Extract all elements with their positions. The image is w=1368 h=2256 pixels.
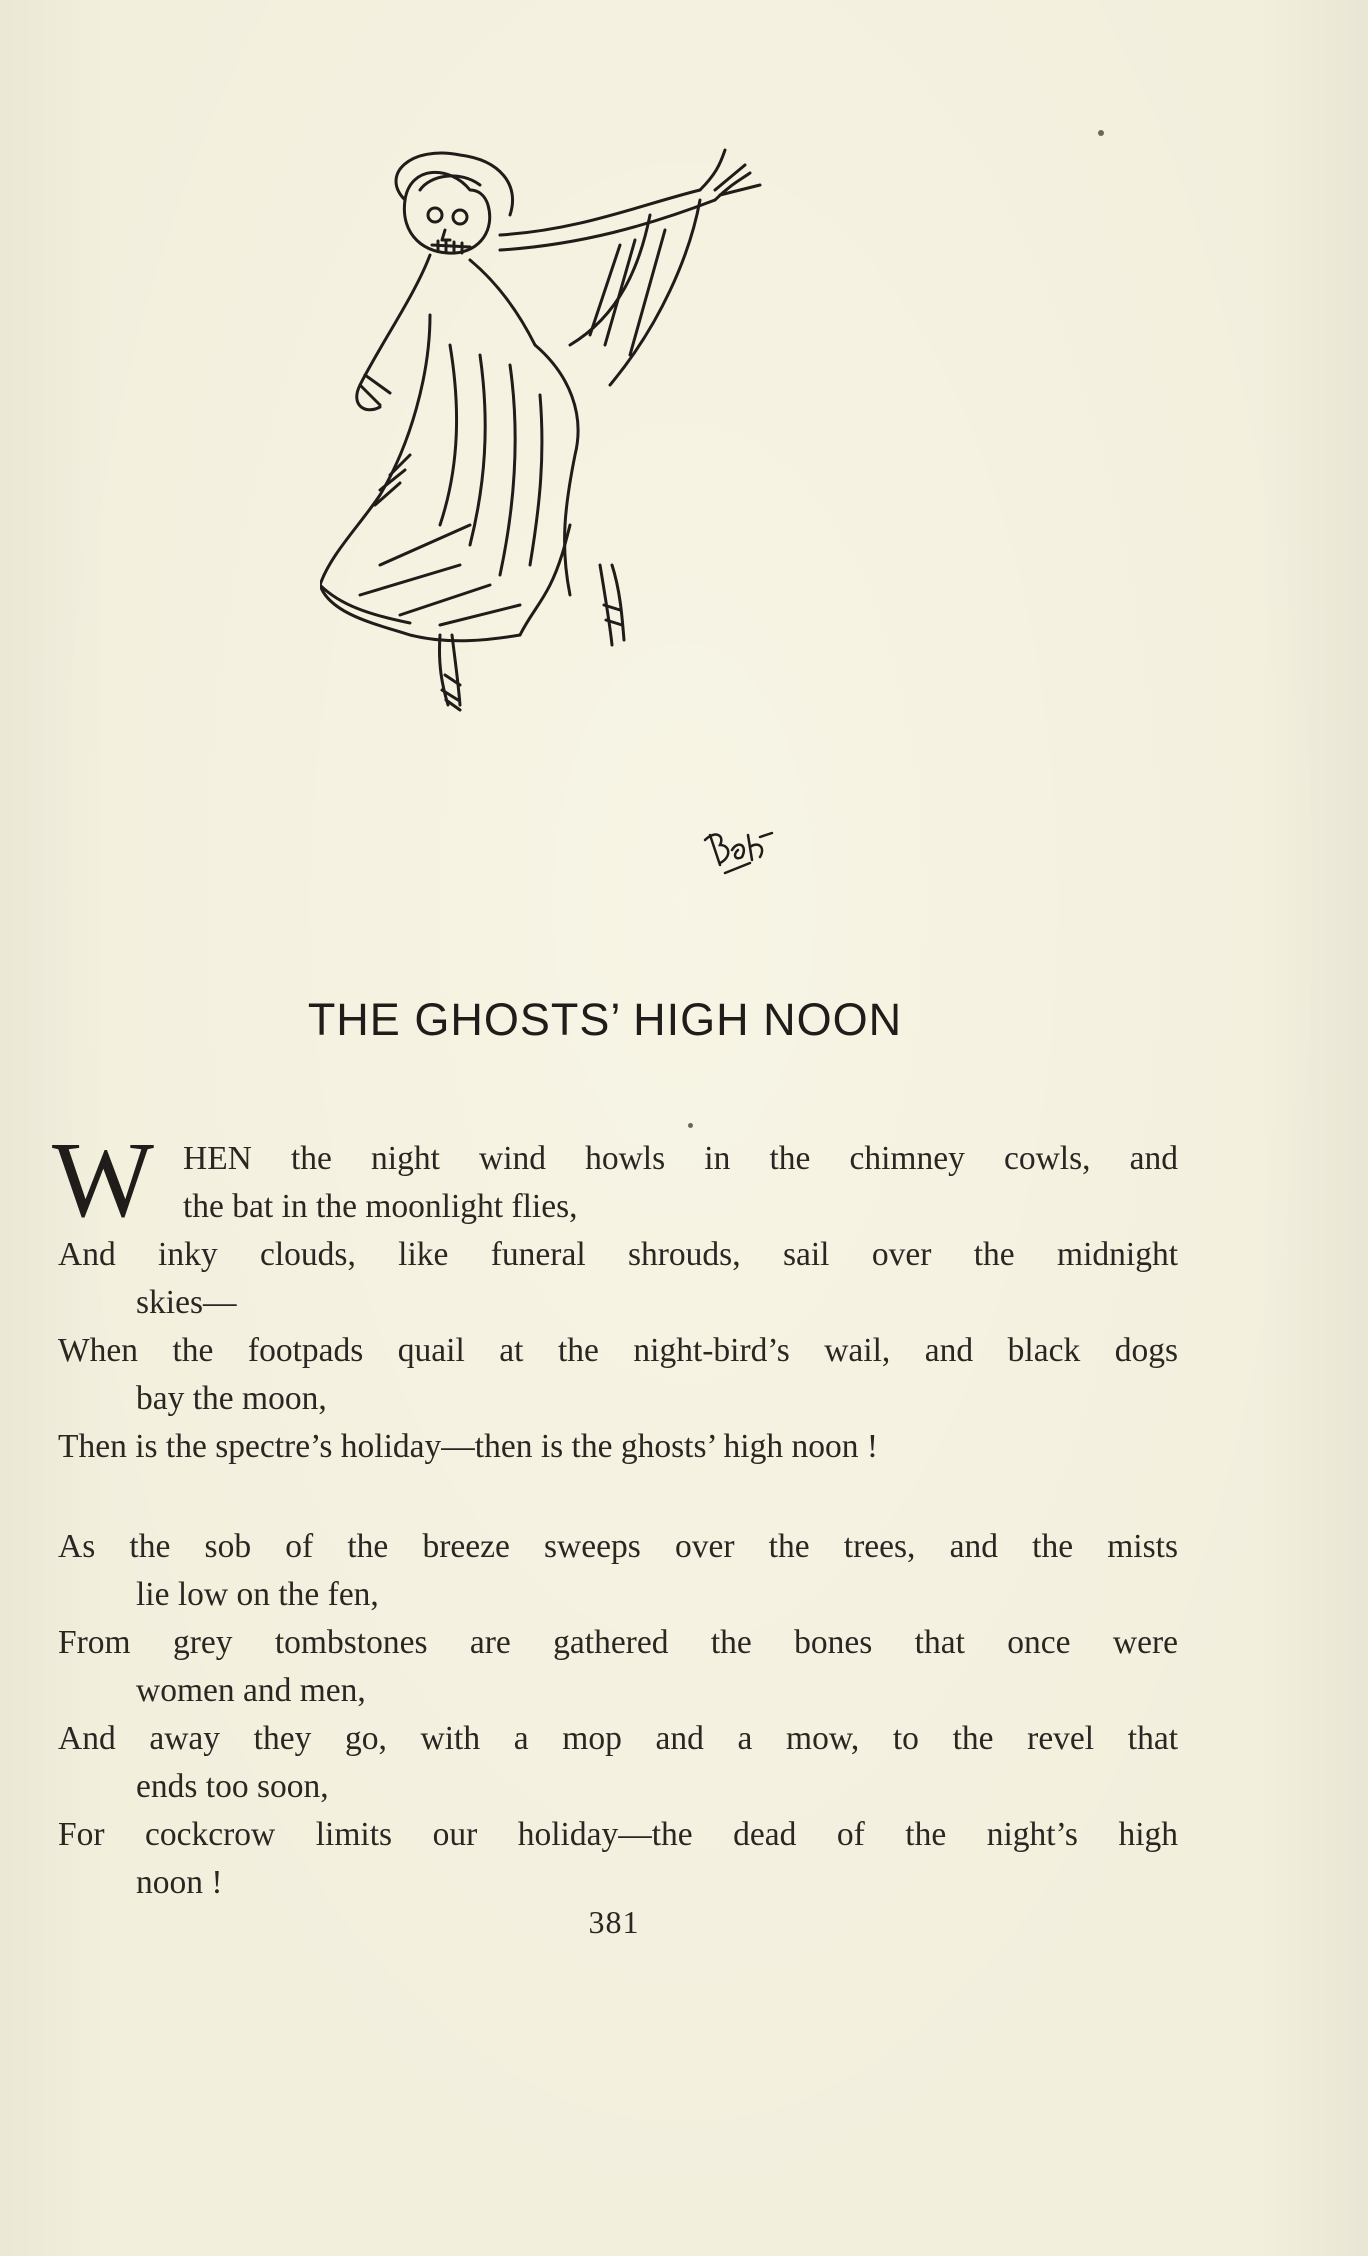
poem-line: As the sob of the breeze sweeps over the trees, and the mists <box>58 1528 1178 1565</box>
skeleton-ghost-illustration <box>320 145 880 885</box>
stanza-1 <box>52 1121 1178 1471</box>
poem-line: From grey tombstones are gathered the bones that once were <box>58 1624 1178 1661</box>
stanza-2 <box>58 1523 1178 1907</box>
poem-line: noon ! <box>136 1864 223 1901</box>
poem-body <box>52 1121 1178 1959</box>
poem-line: HEN the night wind howls in the chimney cowls, and <box>183 1140 1178 1177</box>
poem-line: lie low on the fen, <box>136 1576 379 1613</box>
paper-speck <box>1098 130 1104 136</box>
poem-line: For cockcrow limits our holiday—the dead of the night’s high <box>58 1816 1178 1853</box>
page-number: 381 <box>588 1904 640 1940</box>
poem-line: the bat in the moonlight flies, <box>183 1188 578 1225</box>
poem-line: women and men, <box>136 1672 366 1709</box>
poem-line: bay the moon, <box>136 1380 327 1417</box>
poem-line: And inky clouds, like funeral shrouds, sail over the midnight <box>58 1236 1178 1273</box>
poem-line: When the footpads quail at the night-bird’s wail, and black dogs <box>58 1332 1178 1369</box>
signature-bab <box>705 833 772 873</box>
drop-cap: W <box>52 1121 154 1240</box>
poem-line: And away they go, with a mop and a mow, to the revel that <box>58 1720 1178 1757</box>
poem-title: THE GHOSTS’ HIGH NOON <box>307 994 903 1045</box>
poem-line: Then is the spectre’s holiday—then is the ghosts’ high noon ! <box>58 1428 878 1465</box>
poem-line: skies— <box>136 1284 237 1321</box>
paper-speck <box>688 1123 693 1128</box>
poem-line: ends too soon, <box>136 1768 329 1805</box>
